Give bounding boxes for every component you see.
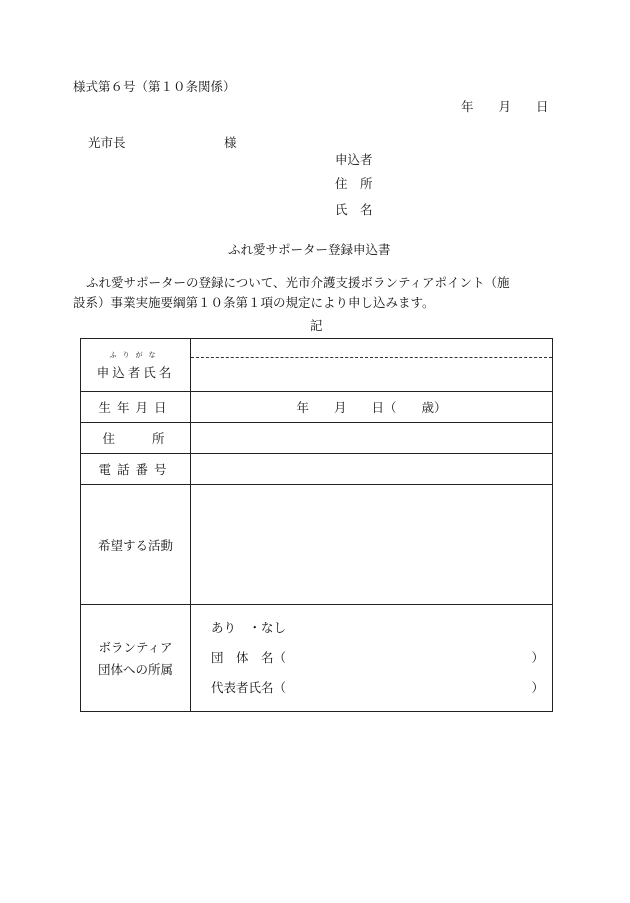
- document-title: ふれ愛サポーター登録申込書: [228, 242, 391, 257]
- phone-label-cell: [81, 454, 191, 485]
- applicant-name-label: 申込者氏名: [96, 364, 175, 380]
- date-line: 年 月 日: [461, 99, 549, 114]
- application-table: [80, 338, 553, 712]
- table-row-name: [81, 339, 553, 392]
- applicant-name-label-cell: [81, 339, 191, 392]
- applicant-address-label: 住 所: [335, 176, 373, 191]
- phone-field[interactable]: [191, 454, 553, 485]
- volunteer-field: [191, 605, 553, 712]
- volunteer-label-cell: [81, 605, 191, 712]
- activity-label: 希望する活動: [97, 537, 173, 553]
- activity-label-cell: [81, 485, 191, 605]
- phone-label: 電話番号: [98, 462, 173, 477]
- body-text-line-1: ふれ愛サポーターの登録について、光市介護支援ボランティアポイント（施: [86, 275, 510, 290]
- applicant-name-field[interactable]: [191, 339, 553, 392]
- birthdate-label: 生年月日: [98, 400, 173, 415]
- representative-line[interactable]: [211, 673, 552, 703]
- table-row-birthdate: [81, 392, 553, 423]
- form-number: 様式第６号（第１０条関係）: [73, 79, 236, 94]
- body-text-line-2: 設系）事業実施要綱第１０条第１項の規定により申し込みます。: [73, 295, 435, 310]
- address-label: 住 所: [102, 431, 169, 446]
- volunteer-label-2: 団体への所属: [97, 662, 173, 677]
- furigana-divider: [191, 357, 552, 374]
- activity-field[interactable]: [191, 485, 553, 605]
- birthdate-value: 年 月 日（ 歳）: [296, 400, 447, 415]
- furigana-label: ふりがな: [109, 350, 162, 359]
- table-row-volunteer: [81, 605, 553, 712]
- membership-options[interactable]: [211, 613, 552, 643]
- group-name-line[interactable]: [211, 643, 552, 673]
- address-label-cell: [81, 423, 191, 454]
- birthdate-field[interactable]: [191, 392, 553, 423]
- representative-close-paren: ）: [531, 680, 544, 695]
- applicant-label: 申込者: [335, 152, 373, 167]
- applicant-name-label: 氏 名: [335, 202, 373, 217]
- table-row-activity: [81, 485, 553, 605]
- representative-label: 代表者氏名（: [211, 680, 287, 695]
- addressee: 光市長: [88, 135, 126, 150]
- membership-options-text: あり ・なし: [211, 620, 287, 635]
- group-name-label: 団 体 名（: [211, 650, 287, 665]
- volunteer-label-1: ボランティア: [98, 640, 173, 655]
- table-row-phone: [81, 454, 553, 485]
- group-name-close-paren: ）: [531, 650, 544, 665]
- address-field[interactable]: [191, 423, 553, 454]
- honorific: 様: [224, 135, 237, 150]
- birthdate-label-cell: [81, 392, 191, 423]
- ki-mark: 記: [310, 318, 323, 333]
- table-row-address: [81, 423, 553, 454]
